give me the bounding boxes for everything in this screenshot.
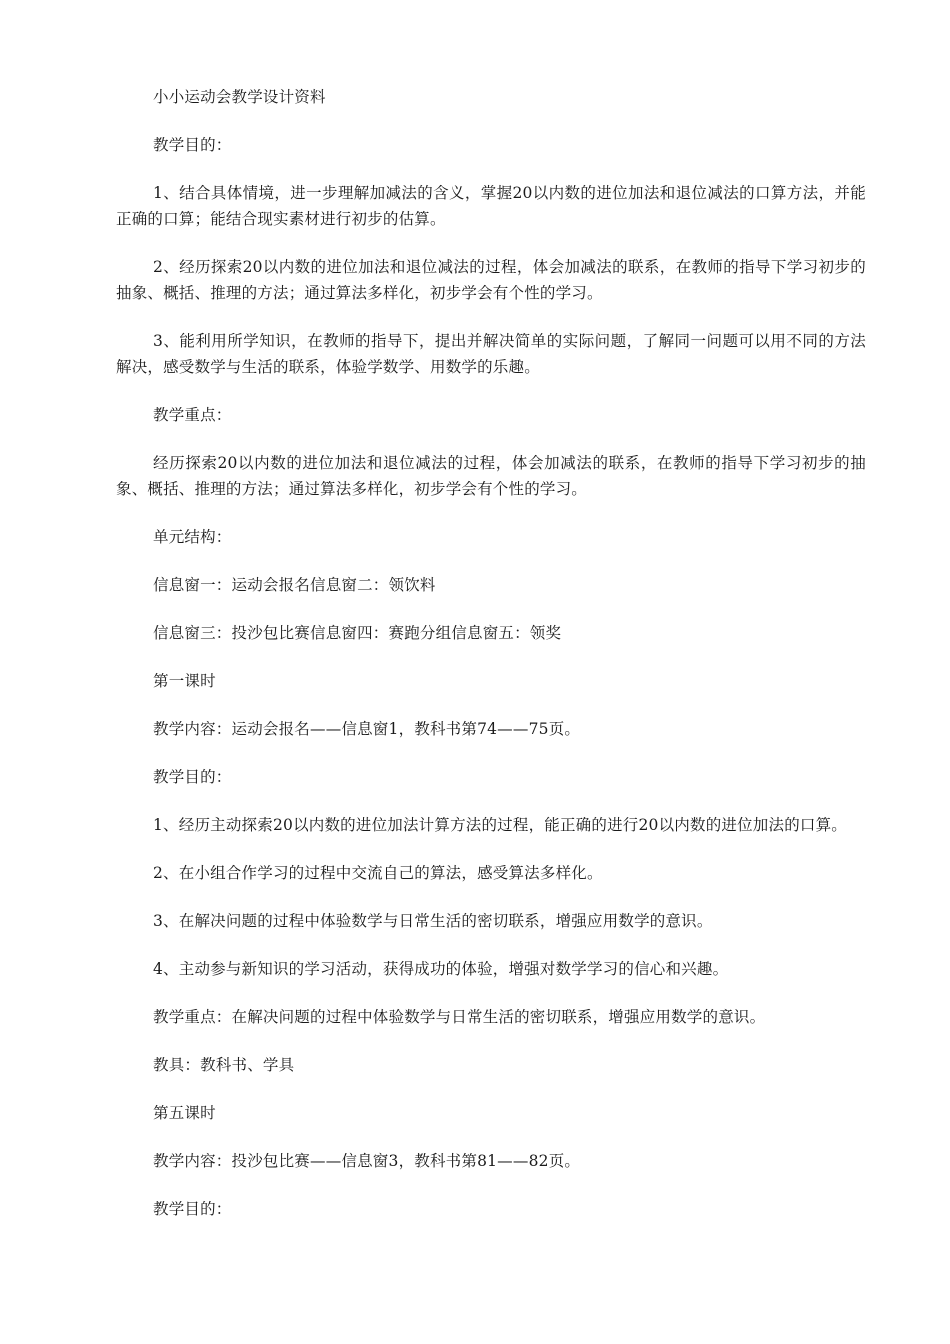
lesson-1-content: 教学内容：运动会报名——信息窗1，教科书第74——75页。 — [153, 720, 581, 738]
lesson-5-objectives-heading: 教学目的： — [153, 1200, 232, 1218]
lesson-1-objective-1: 1、经历主动探索20以内数的进位加法计算方法的过程，能正确的进行20以内数的进位加法的口算。 — [153, 816, 848, 834]
document-title: 小小运动会教学设计资料 — [153, 88, 326, 106]
section-heading-objectives: 教学目的： — [153, 136, 232, 154]
unit-structure-line-1: 信息窗一：运动会报名信息窗二：领饮料 — [153, 576, 436, 594]
lesson-heading-5: 第五课时 — [153, 1104, 216, 1122]
document-body — [116, 84, 866, 1244]
section-heading-unit-structure: 单元结构： — [153, 528, 232, 546]
lesson-1-teaching-aids: 教具：教科书、学具 — [153, 1056, 295, 1074]
lesson-1-objective-3: 3、在解决问题的过程中体验数学与日常生活的密切联系，增强应用数学的意识。 — [153, 912, 713, 930]
lesson-1-objective-2: 2、在小组合作学习的过程中交流自己的算法，感受算法多样化。 — [153, 864, 603, 882]
objective-item-1: 1、结合具体情境，进一步理解加减法的含义，掌握20以内数的进位加法和退位减法的口算方法，并能正确的口算；能结合现实素材进行初步的估算。 — [116, 184, 866, 228]
lesson-1-objective-4: 4、主动参与新知识的学习活动，获得成功的体验，增强对数学学习的信心和兴趣。 — [153, 960, 729, 978]
lesson-1-key-point: 教学重点：在解决问题的过程中体验数学与日常生活的密切联系，增强应用数学的意识。 — [153, 1008, 766, 1026]
objective-item-3: 3、能利用所学知识，在教师的指导下，提出并解决简单的实际问题，了解同一问题可以用不同的方法解决，感受数学与生活的联系，体验学数学、用数学的乐趣。 — [116, 332, 866, 376]
lesson-5-content: 教学内容：投沙包比赛——信息窗3，教科书第81——82页。 — [153, 1152, 581, 1170]
key-points-text: 经历探索20以内数的进位加法和退位减法的过程，体会加减法的联系，在教师的指导下学习初步的抽象、概括、推理的方法；通过算法多样化，初步学会有个性的学习。 — [116, 454, 866, 498]
objective-item-2: 2、经历探索20以内数的进位加法和退位减法的过程，体会加减法的联系，在教师的指导下学习初步的抽象、概括、推理的方法；通过算法多样化，初步学会有个性的学习。 — [116, 258, 866, 302]
lesson-heading-1: 第一课时 — [153, 672, 216, 690]
lesson-1-objectives-heading: 教学目的： — [153, 768, 232, 786]
unit-structure-line-2: 信息窗三：投沙包比赛信息窗四：赛跑分组信息窗五：领奖 — [153, 624, 562, 642]
section-heading-key-points: 教学重点： — [153, 406, 232, 424]
